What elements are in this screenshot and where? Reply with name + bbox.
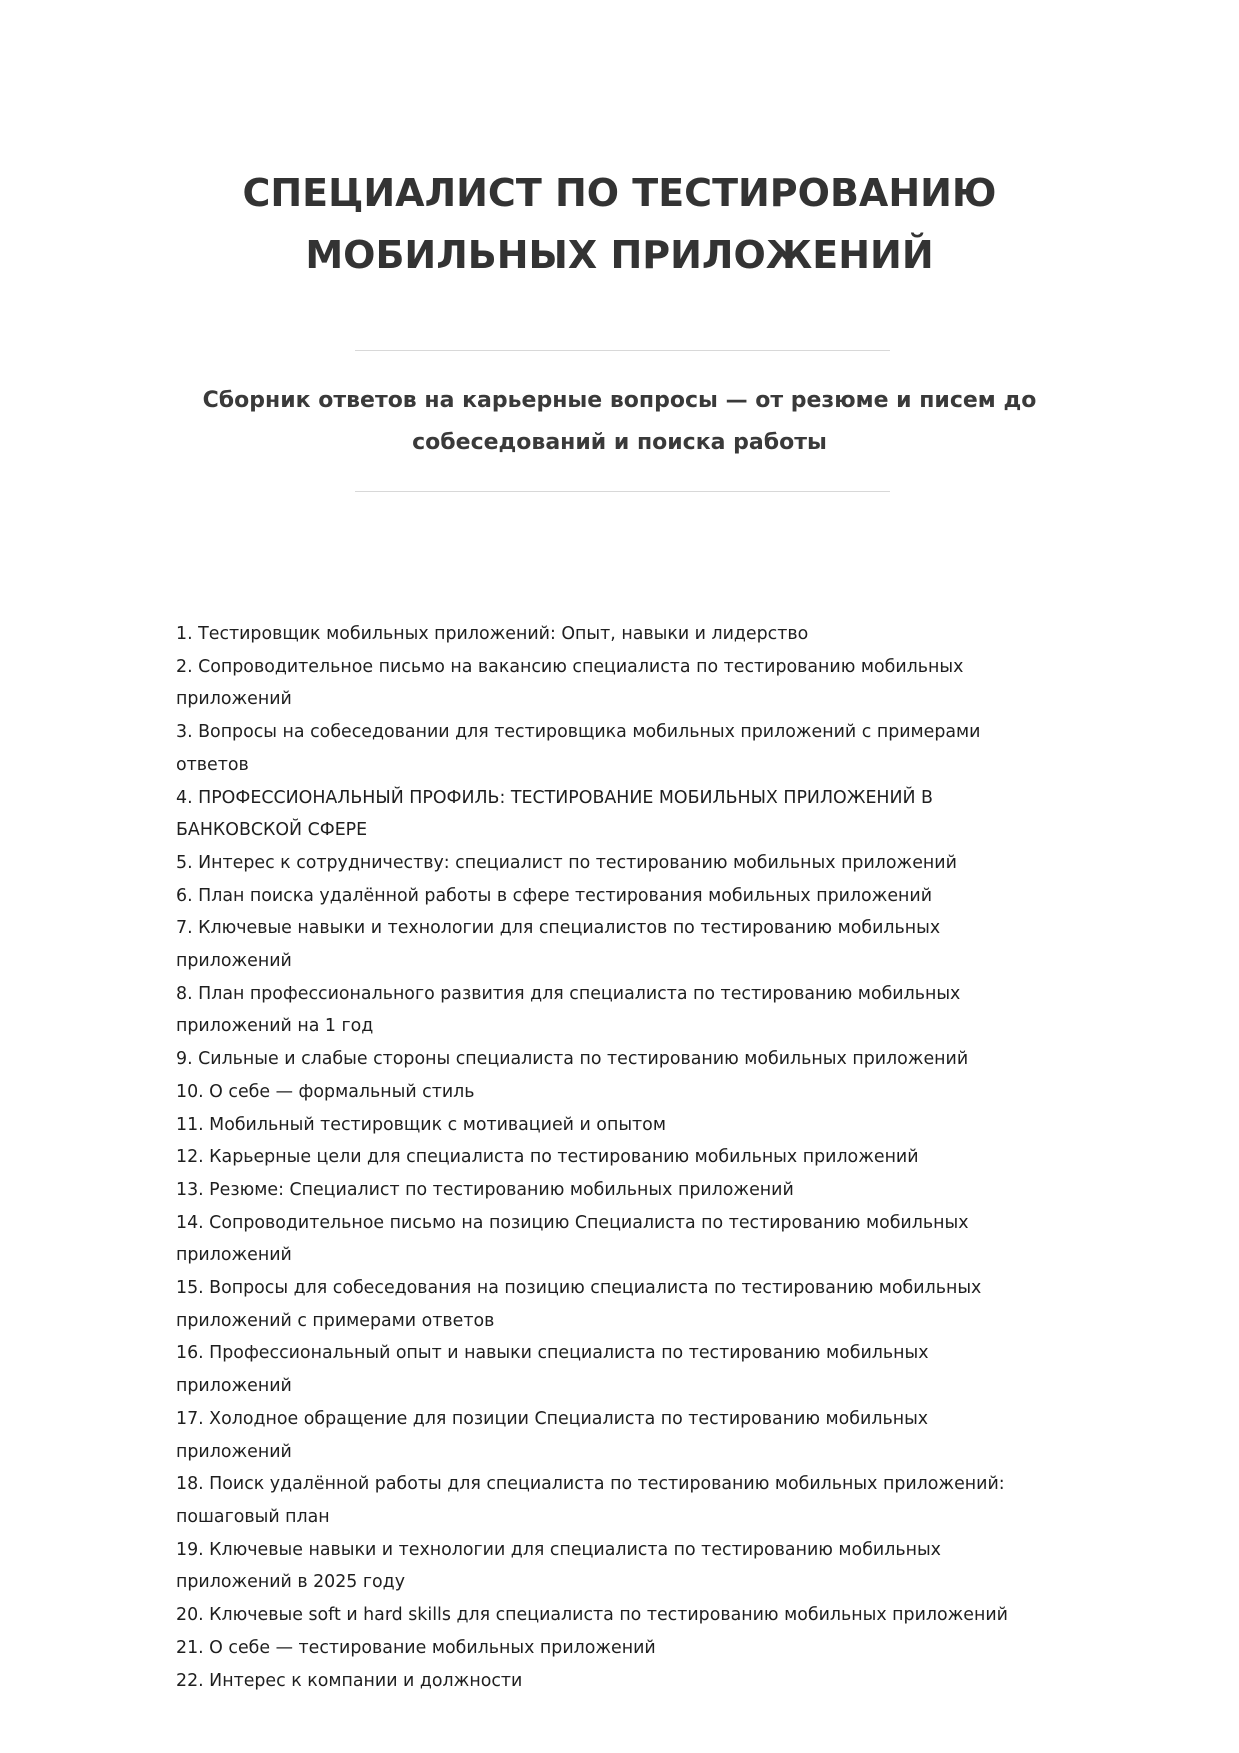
toc-item-text: БАНКОВСКОЙ СФЕРЕ <box>176 820 368 841</box>
toc-item-text: 8. План профессионального развития для специалиста по тестированию мобильных <box>176 983 961 1004</box>
table-of-contents <box>176 618 1076 1697</box>
toc-item[interactable] <box>176 1207 1076 1272</box>
toc-item[interactable] <box>176 1599 1076 1632</box>
toc-item[interactable] <box>176 1337 1076 1402</box>
toc-item-text: приложений на 1 год <box>176 1016 374 1037</box>
toc-item[interactable] <box>176 912 1076 977</box>
toc-item[interactable] <box>176 880 1076 913</box>
title-line: МОБИЛЬНЫХ ПРИЛОЖЕНИЙ <box>305 233 934 277</box>
toc-item-text: 18. Поиск удалённой работы для специалиста по тестированию мобильных приложений: <box>176 1474 1005 1495</box>
toc-item-text: 16. Профессиональный опыт и навыки специалиста по тестированию мобильных <box>176 1343 929 1364</box>
toc-item-text: 12. Карьерные цели для специалиста по тестированию мобильных приложений <box>176 1147 919 1168</box>
toc-item[interactable] <box>176 1632 1076 1665</box>
toc-item[interactable] <box>176 1468 1076 1533</box>
toc-item-text: 14. Сопроводительное письмо на позицию Специалиста по тестированию мобильных <box>176 1212 969 1233</box>
toc-item-text: 9. Сильные и слабые стороны специалиста по тестированию мобильных приложений <box>176 1049 969 1070</box>
toc-item-text: приложений <box>176 1245 292 1266</box>
toc-item-text: 6. План поиска удалённой работы в сфере тестирования мобильных приложений <box>176 885 933 906</box>
toc-item-text: 22. Интерес к компании и должности <box>176 1670 523 1691</box>
toc-item[interactable] <box>176 618 1076 651</box>
toc-item-text: приложений <box>176 951 292 972</box>
toc-item-text: приложений в 2025 году <box>176 1572 405 1593</box>
toc-item[interactable] <box>176 1272 1076 1337</box>
toc-item[interactable] <box>176 716 1076 781</box>
toc-item[interactable] <box>176 1076 1076 1109</box>
toc-item[interactable] <box>176 847 1076 880</box>
toc-item-text: 5. Интерес к сотрудничеству: специалист по тестированию мобильных приложений <box>176 852 957 873</box>
toc-item[interactable] <box>176 651 1076 716</box>
toc-item[interactable] <box>176 1043 1076 1076</box>
title-line: СПЕЦИАЛИСТ ПО ТЕСТИРОВАНИЮ <box>242 171 997 215</box>
toc-item-text: приложений с примерами ответов <box>176 1310 495 1331</box>
page-subtitle <box>150 380 1089 464</box>
toc-item-text: 11. Мобильный тестировщик с мотивацией и опытом <box>176 1114 666 1135</box>
toc-item[interactable] <box>176 1109 1076 1142</box>
toc-item[interactable] <box>176 978 1076 1043</box>
toc-item-text: 13. Резюме: Специалист по тестированию мобильных приложений <box>176 1179 794 1200</box>
toc-item[interactable] <box>176 1174 1076 1207</box>
toc-item[interactable] <box>176 1403 1076 1468</box>
toc-item-text: 20. Ключевые soft и hard skills для специалиста по тестированию мобильных приложений <box>176 1605 1008 1626</box>
toc-item-text: 7. Ключевые навыки и технологии для специалистов по тестированию мобильных <box>176 918 941 939</box>
toc-item-text: пошаговый план <box>176 1506 330 1527</box>
toc-item-text: приложений <box>176 689 292 710</box>
toc-item-text: 15. Вопросы для собеседования на позицию специалиста по тестированию мобильных <box>176 1278 982 1299</box>
subtitle-line: Сборник ответов на карьерные вопросы — от резюме и писем до <box>202 388 1037 413</box>
toc-item-text: 1. Тестировщик мобильных приложений: Опыт, навыки и лидерство <box>176 624 809 644</box>
toc-item-text: 10. О себе — формальный стиль <box>176 1081 475 1102</box>
toc-item-text: 21. О себе — тестирование мобильных приложений <box>176 1637 656 1658</box>
toc-item[interactable] <box>176 782 1076 847</box>
toc-item-text: приложений <box>176 1441 292 1462</box>
toc-item[interactable] <box>176 1141 1076 1174</box>
toc-item-text: 3. Вопросы на собеседовании для тестировщика мобильных приложений с примерами <box>176 722 981 743</box>
top-divider <box>355 350 890 351</box>
page-title <box>0 162 1239 286</box>
toc-item-text: 4. ПРОФЕССИОНАЛЬНЫЙ ПРОФИЛЬ: ТЕСТИРОВАНИЕ МОБИЛЬНЫХ ПРИЛОЖЕНИЙ В <box>176 787 933 808</box>
toc-item-text: 19. Ключевые навыки и технологии для специалиста по тестированию мобильных <box>176 1539 941 1560</box>
toc-item-text: 2. Сопроводительное письмо на вакансию специалиста по тестированию мобильных <box>176 656 964 677</box>
toc-item-text: приложений <box>176 1376 292 1397</box>
subtitle-line: собеседований и поиска работы <box>412 430 827 455</box>
toc-item-text: ответов <box>176 754 249 775</box>
toc-item-text: 17. Холодное обращение для позиции Специалиста по тестированию мобильных <box>176 1408 929 1429</box>
toc-item[interactable] <box>176 1534 1076 1599</box>
toc-item[interactable] <box>176 1665 1076 1698</box>
bottom-divider <box>355 491 890 492</box>
